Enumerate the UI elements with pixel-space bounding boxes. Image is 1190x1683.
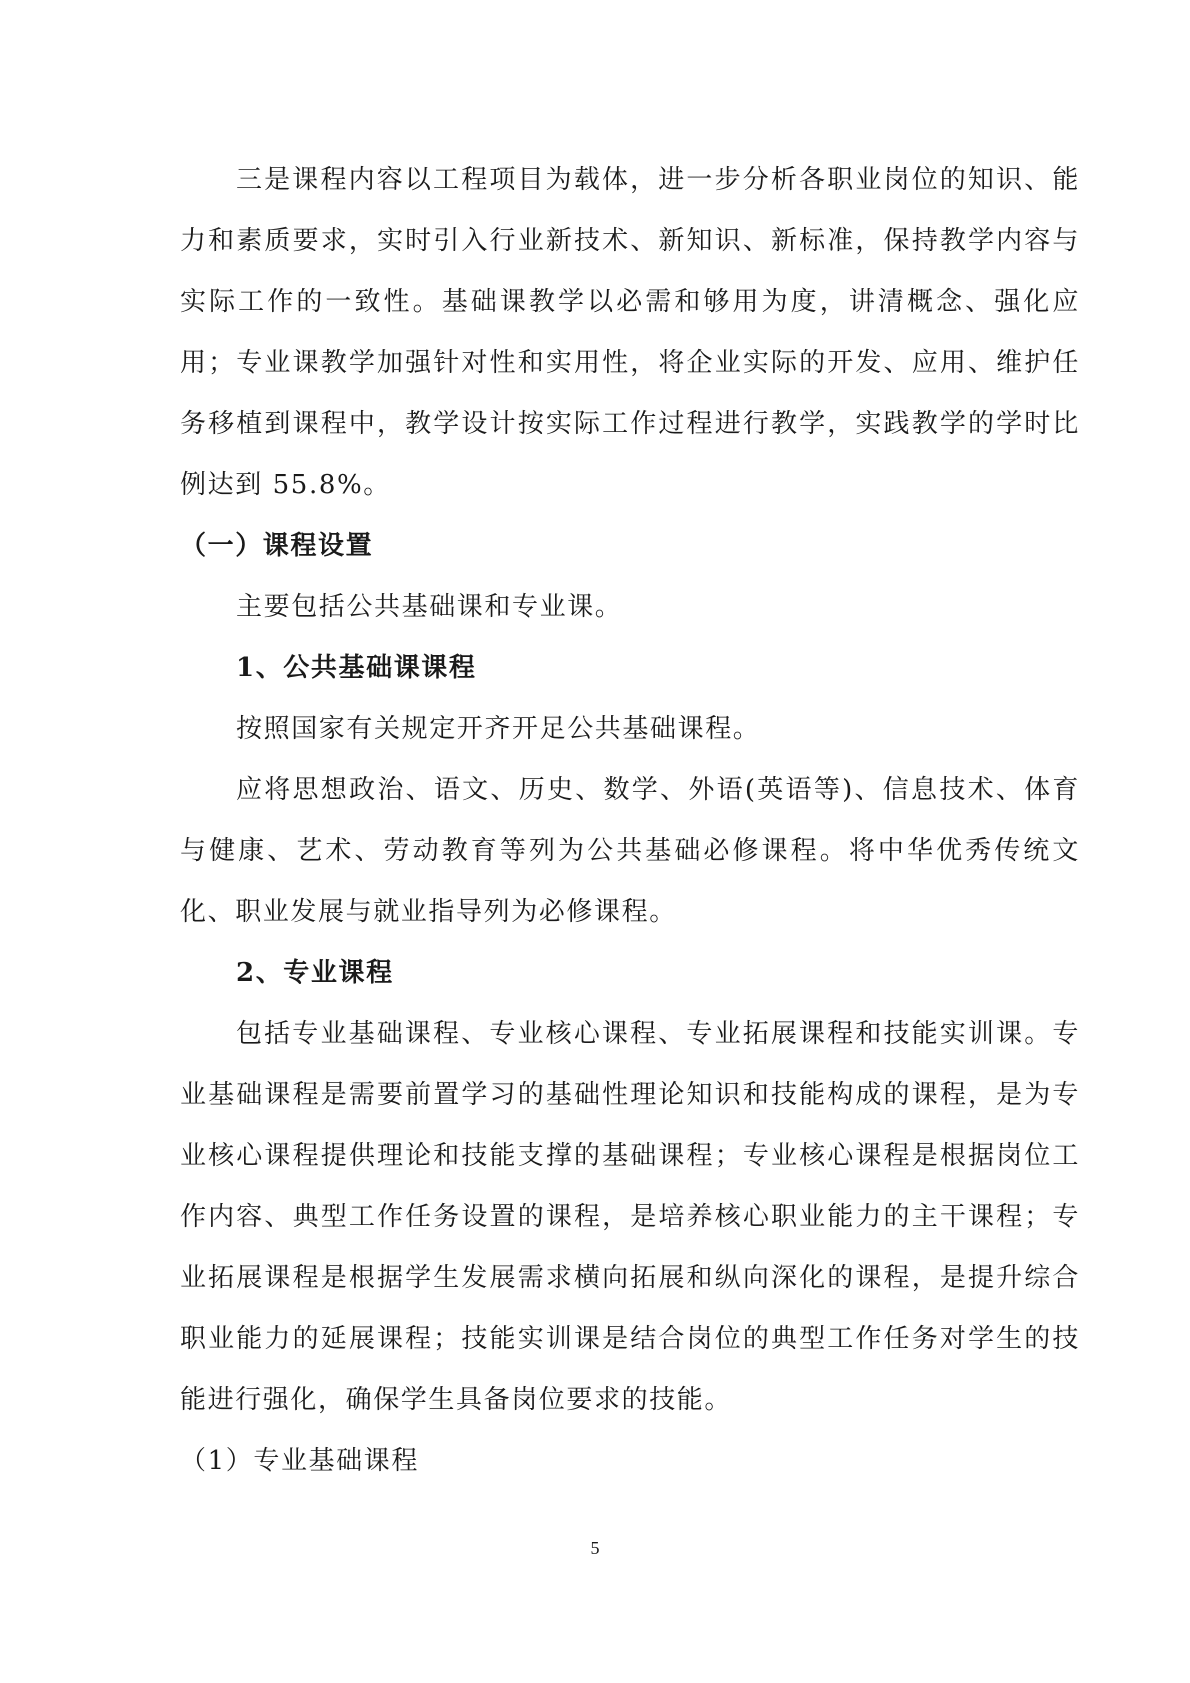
page-number: 5 <box>590 1538 600 1558</box>
paragraph-public-basic-a: 按照国家有关规定开齐开足公共基础课程。 <box>236 714 761 744</box>
subsection-heading-public-basic: 1、公共基础课课程 <box>236 653 477 683</box>
section-intro: 主要包括公共基础课和专业课。 <box>236 592 623 622</box>
page-content <box>180 150 1080 1492</box>
paragraph-public-basic-b: 应将思想政治、语文、历史、数学、外语(英语等)、信息技术、体育与健康、艺术、劳动教育等列为公共基础必修课程。将中华优秀传统文化、职业发展与就业指导列为必修课程。 <box>180 775 1080 927</box>
section-heading-course-setup: （一）课程设置 <box>180 531 374 561</box>
paragraph-course-content: 三是课程内容以工程项目为载体，进一步分析各职业岗位的知识、能力和素质要求，实时引入行业新技术、新知识、新标准，保持教学内容与实际工作的一致性。基础课教学以必需和够用为度，讲清概念、强化应用；专业课教学加强针对性和实用性，将企业实际的开发、应用、维护任务移植到课程中，教学设计按实际工作过程进行教学，实践教学的学时比例达到 55.8%。 <box>180 165 1080 500</box>
paragraph-professional: 包括专业基础课程、专业核心课程、专业拓展课程和技能实训课。专业基础课程是需要前置学习的基础性理论知识和技能构成的课程，是为专业核心课程提供理论和技能支撑的基础课程；专业核心课程是根据岗位工作内容、典型工作任务设置的课程，是培养核心职业能力的主干课程；专业拓展课程是根据学生发展需求横向拓展和纵向深化的课程，是提升综合职业能力的延展课程；技能实训课是结合岗位的典型工作任务对学生的技能进行强化，确保学生具备岗位要求的技能。 <box>180 1019 1080 1415</box>
subsection-heading-professional: 2、专业课程 <box>236 958 394 988</box>
minor-heading-professional-basic: （1）专业基础课程 <box>180 1446 419 1476</box>
